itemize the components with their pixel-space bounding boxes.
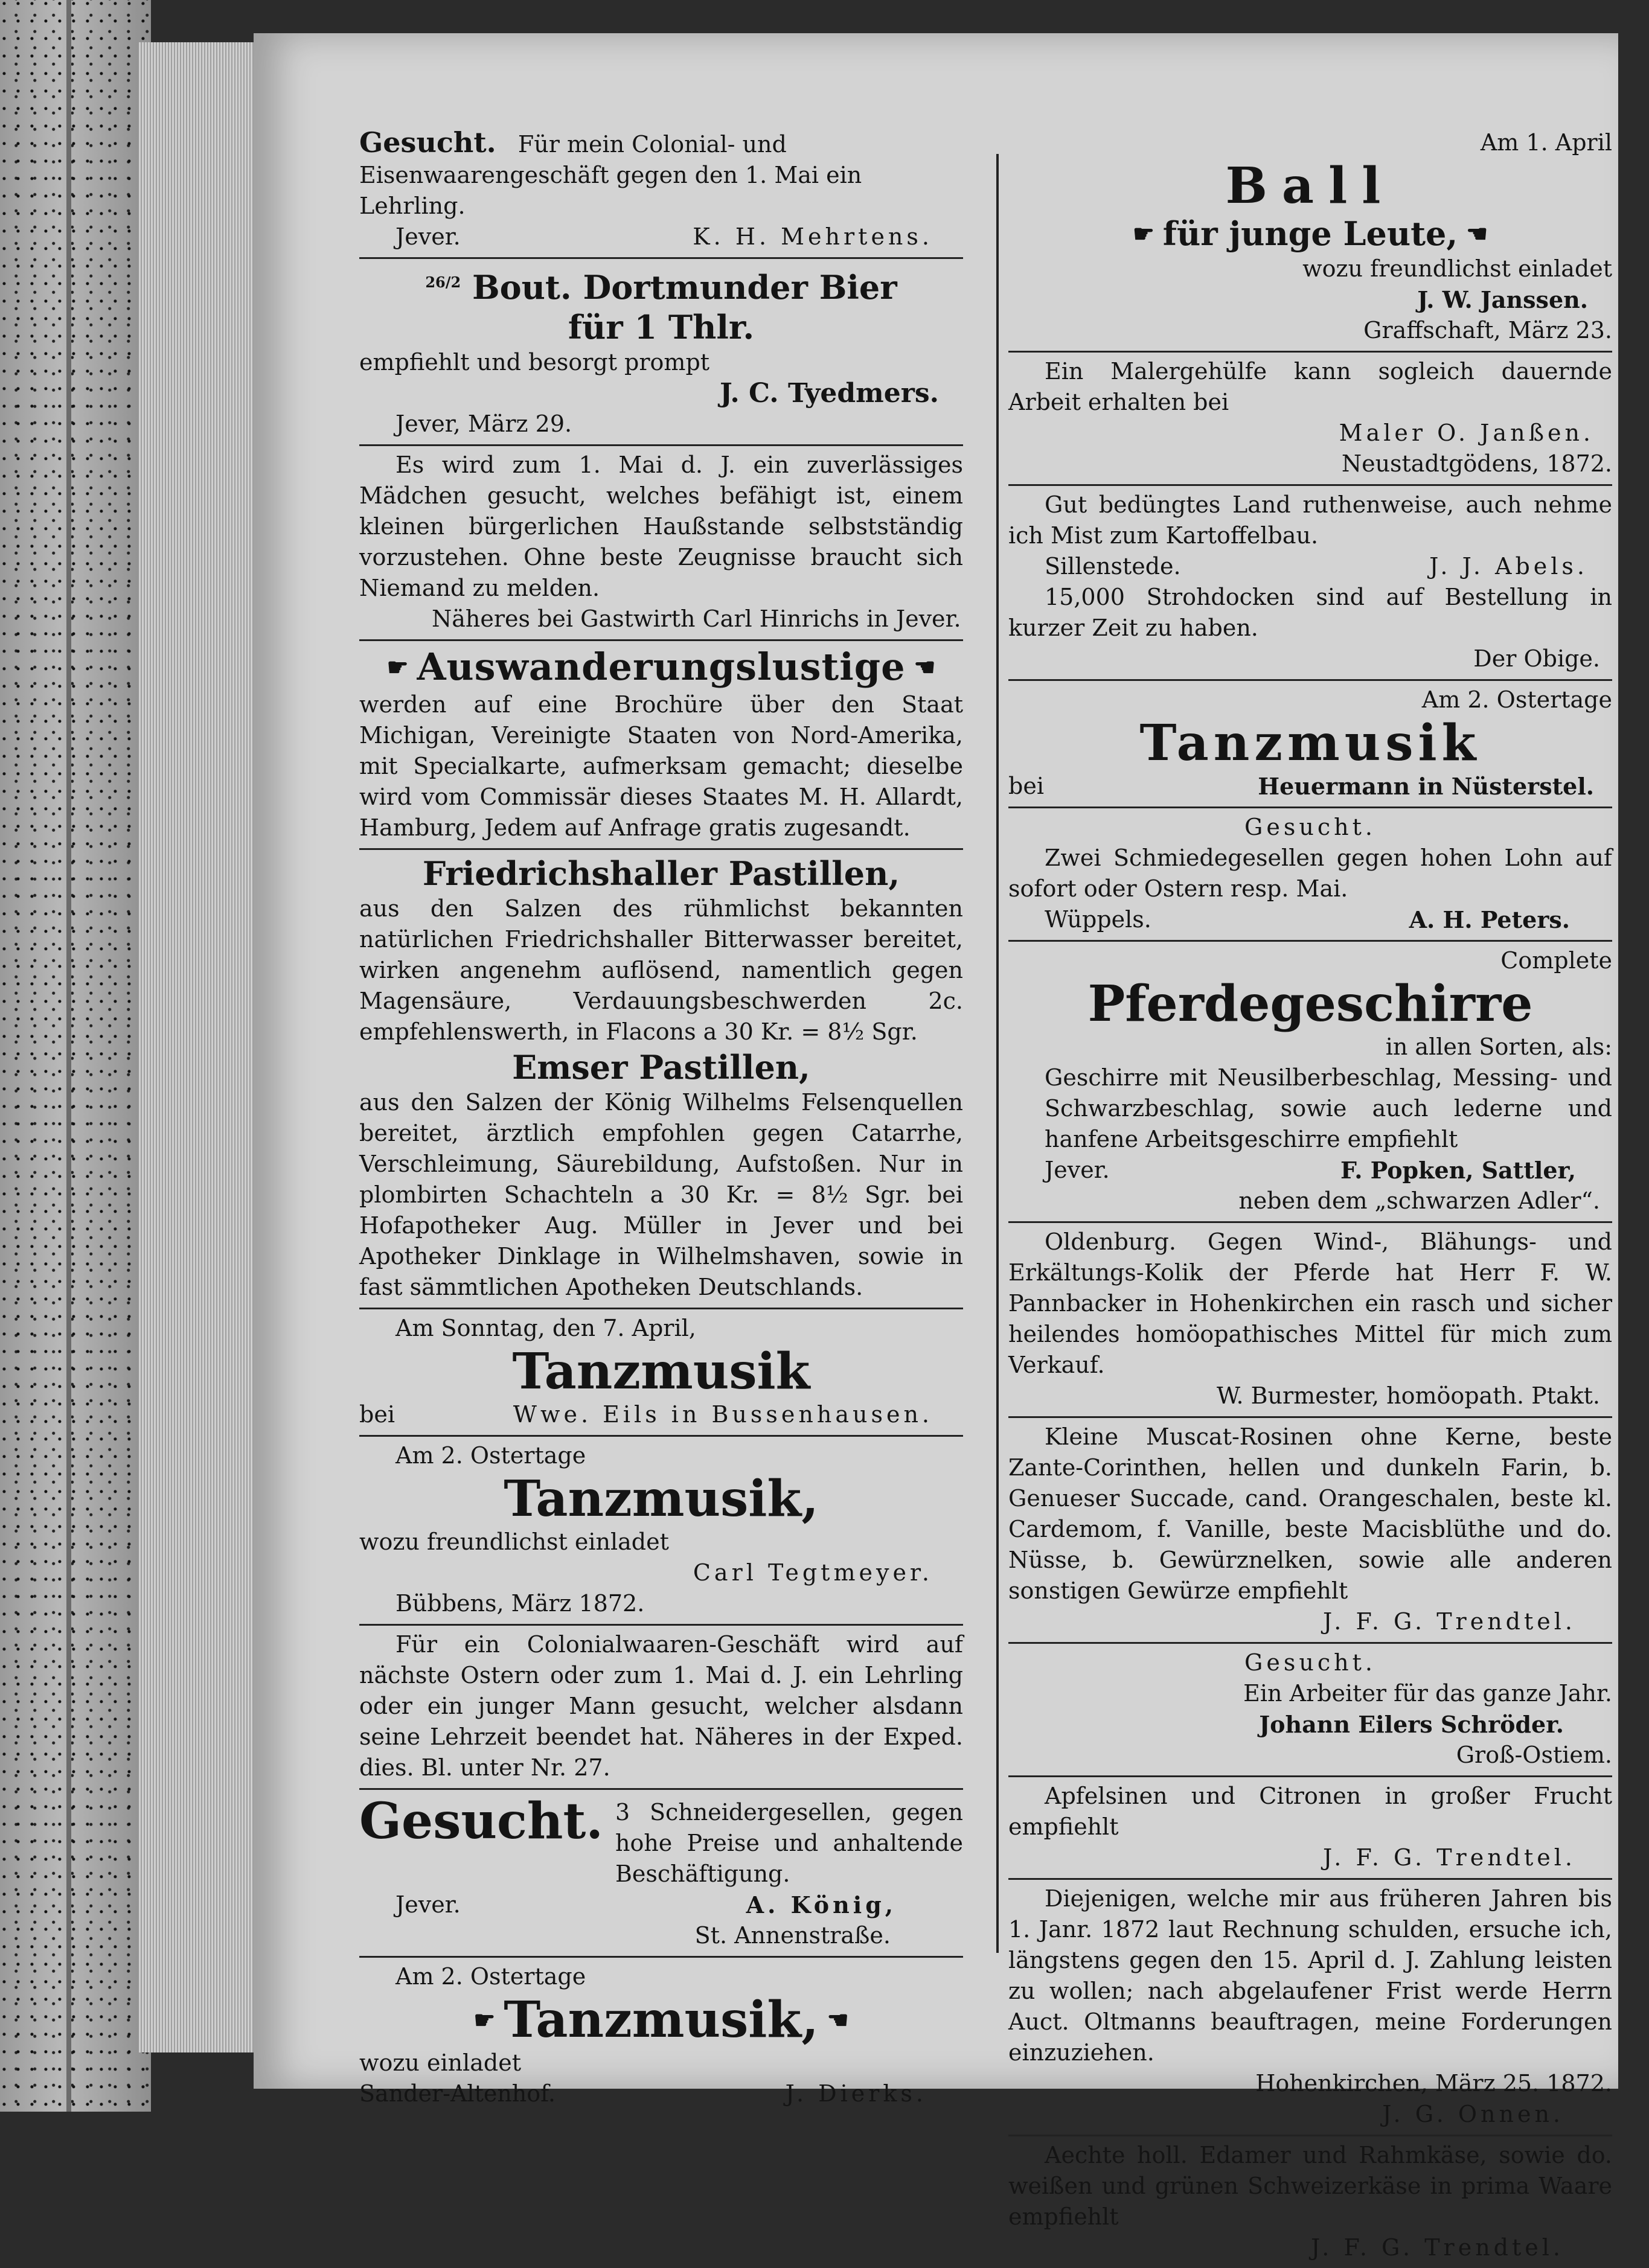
ad-headline: Bout. Dortmunder Bier [472,268,897,307]
ad-colonialwaaren-lehrling [359,1626,963,1790]
ad-head: Gesucht. [1244,814,1376,840]
ad-text: Zwei Schmiedegesellen gegen hohen Lohn auf sofort oder Ostern resp. Mai. [1008,845,1612,902]
ad-signature: A. H. Peters. [1409,906,1570,933]
ad-text: Es wird zum 1. Mai d. J. ein zuverlässiges Mädchen gesucht, welches befähigt ist, einem kleinen bürgerlichen Haußstande selbstständig vorzustehen. Ohne beste Zeugnisse braucht sich Niemand zu melden. [359,452,963,601]
ad-pastillen [359,850,963,1309]
ad-signature: Carl Tegtmeyer. [693,1559,933,1586]
pointing-hand-icon: ☛ [386,653,409,682]
ad-schmiedegesellen [1008,808,1612,942]
ad-text: Näheres bei Gastwirth Carl Hinrichs in Jever. [432,605,961,632]
ad-text: werden auf eine Brochüre über den Staat Michigan, Vereinigte Staaten von Nord-Amerika, mit Specialkarte, aufmerksam gemacht; dieselbe wird vom Commissär dieses Staates M. H. Allardt, Hamburg, Jedem auf Anfrage gratis zugesandt. [359,691,963,841]
ad-signature: J. F. G. Trendtel. [1323,1608,1576,1635]
ad-text: 15,000 Strohdocken sind auf Bestellung in kurzer Zeit zu haben. [1008,584,1612,641]
ad-text: aus den Salzen der König Wilhelms Felsenquellen bereitet, ärztlich empfohlen gegen Catarrhe, Verschleimung, Säurebildung, Aufstoßen. Nur in plombirten Schachteln a 30 Kr. = 8½ Sgr. bei Hofapotheker Aug. Müller in Jever und bei Apotheker Dinklage in Wilhelmshaven, sowie in fast sämmtlichen Apotheken Deutschlands. [359,1089,963,1300]
ad-place: Sander-Altenhof. [359,2080,556,2107]
ad-location: Heuermann in Nüsterstel. [1258,773,1594,800]
ad-text: Kleine Muscat-Rosinen ohne Kerne, beste Zante-Corinthen, hellen und dunkeln Farin, b. Genueser Succade, cand. Orangeschalen, beste kl. Cardemom, f. Vanille, beste Macisblüthe und do. Nüsse, b. Gewürznelken, sowie alle anderen sonstigen Gewürze empfiehlt [1008,1423,1612,1604]
ad-head: Gesucht. [1244,1649,1376,1676]
pointing-hand-icon: ☚ [1466,219,1488,248]
ad-tanzmusik-heuermann [1008,681,1612,808]
ad-arbeiter-gesucht [1008,1644,1612,1777]
ad-headline: Tanzmusik [1139,714,1481,772]
pointing-hand-icon: ☚ [827,2005,849,2034]
ad-tanzmusik-dierks [359,1958,963,2114]
pointing-hand-icon: ☛ [473,2005,496,2034]
ad-place: Sillenstede. [1045,553,1181,580]
ad-gewuerze-trendtel [1008,1418,1612,1644]
ad-signature: Johann Eilers Schröder. [1259,1711,1564,1738]
ad-place: Groß-Ostiem. [1456,1742,1612,1768]
ad-headline: Tanzmusik [512,1343,810,1401]
ad-auswanderung [359,641,963,850]
ad-text: Lehrling. [359,193,466,219]
ad-pferdegeschirre [1008,942,1612,1223]
ad-text: 3 Schneidergesellen, gegen hohe Preise und anhaltende Beschäftigung. [615,1799,963,1887]
ad-tanzmusik-tegtmeyer [359,1437,963,1626]
ad-location: Wwe. Eils in Bussenhausen. [513,1401,933,1428]
ad-address: neben dem „schwarzen Adler“. [1238,1187,1600,1214]
column-divider [996,154,999,1953]
pointing-hand-icon: ☛ [1132,219,1154,248]
ad-headline: Auswanderungslustige [417,645,906,689]
ad-date: Am Sonntag, den 7. April, [395,1315,696,1341]
ad-signature: K. H. Mehrtens. [693,223,933,250]
ad-headline: Tanzmusik, [504,1470,819,1528]
ad-pretext: Complete [1500,947,1612,974]
ad-text: bei [359,1401,395,1428]
ad-place: Wüppels. [1045,906,1151,933]
ad-headline: Emser Pastillen, [512,1048,810,1087]
ad-head: Gesucht. [359,1792,603,1850]
ad-text: aus den Salzen des rühmlichst bekannten natürlichen Friedrichshaller Bitterwasser bereitet, wirken angenehm auflösend, namentlich gegen Magensäure, Verdauungsbeschwerden 2c. empfehlenswerth, in Flacons a 30 Kr. = 8½ Sgr. [359,895,963,1045]
left-column [359,124,963,2114]
ad-schneidergesellen [359,1790,963,1958]
book-edge [0,0,151,2112]
ad-malergehuelfe [1008,353,1612,486]
ad-date: Am 2. Ostertage [395,1442,586,1469]
ad-text: in allen Sorten, als: [1385,1033,1612,1060]
ad-text: wozu einladet [359,2049,521,2076]
ad-head: Gesucht. [359,126,496,159]
ad-text: bei [1008,773,1044,799]
ad-place: Neustadtgödens, 1872. [1341,450,1612,477]
ad-headline: Pferdegeschirre [1087,975,1533,1033]
ad-text: Eisenwaarengeschäft gegen den 1. Mai ein [359,162,862,188]
ad-text: Ein Malergehülfe kann sogleich dauernde Arbeit erhalten bei [1008,358,1612,415]
ad-signature: J. F. G. Trendtel. [1311,2234,1564,2261]
ad-signature: J. F. G. Trendtel. [1323,1844,1576,1871]
ad-text: Gut bedüngtes Land ruthenweise, auch nehme ich Mist zum Kartoffelbau. [1008,491,1612,549]
ad-place: Jever. [395,1891,461,1918]
ad-text: wozu freundlichst einladet [1302,255,1612,282]
ad-place: Jever. [1045,1157,1110,1183]
ad-place: Hohenkirchen, März 25. 1872. [1255,2070,1612,2097]
ad-text: wozu freundlichst einladet [359,1529,669,1555]
ad-signature: Maler O. Janßen. [1339,420,1594,446]
ad-date: Am 1. April [1480,129,1612,156]
ad-signature: Der Obige. [1473,645,1600,672]
ad-text: Ein Arbeiter für das ganze Jahr. [1243,1680,1612,1707]
ad-schulden-onnen [1008,1880,1612,2136]
ad-signature: J. Dierks. [785,2080,927,2107]
ad-kaese-trendtel [1008,2136,1612,2268]
ad-gesucht-lehrling [359,124,963,259]
ad-maedchen-gesucht [359,446,963,641]
ad-street: St. Annenstraße. [694,1922,891,1949]
ad-place: Graffschaft, März 23. [1363,317,1612,343]
ad-place: Jever, März 29. [395,410,572,437]
ad-headline: Tanzmusik, [504,1991,819,2049]
ad-headline: Friedrichshaller Pastillen, [422,854,900,893]
ad-text: Oldenburg. Gegen Wind-, Blähungs- und Erkältungs-Kolik der Pferde hat Herr F. W. Pannbacker in Hohenkirchen ein rasch und sicher heilendes homöopathisches Mittel für mich zum Verkauf. [1008,1228,1612,1378]
ad-signature: F. Popken, Sattler, [1340,1157,1576,1184]
ad-place: Bübbens, März 1872. [395,1590,645,1617]
ad-text: Für mein Colonial- und [517,131,787,158]
ad-date: Am 2. Ostertage [395,1963,586,1990]
ad-signature: J. G. Onnen. [1382,2101,1564,2127]
ad-text: Geschirre mit Neusilberbeschlag, Messing- und Schwarzbeschlag, sowie auch lederne und hanfene Arbeitsgeschirre empfiehlt [1045,1064,1612,1152]
ad-signature: J. C. Tyedmers. [720,378,939,409]
ad-subheadline: für junge Leute, [1162,214,1458,253]
ad-date: Am 2. Ostertage [1421,686,1612,713]
pointing-hand-icon: ☚ [914,653,936,682]
page-stack [139,42,260,2052]
ad-headline: Ball [1225,157,1395,215]
ad-text: empfiehlt und besorgt prompt [359,349,710,375]
ad-land-abels [1008,486,1612,681]
ad-text: Diejenigen, welche mir aus früheren Jahren bis 1. Janr. 1872 laut Rechnung schulden, ersuche ich, längstens gegen den 15. April d. J. Zahlung leisten zu wollen; nach abgelaufener Frist werde Herrn Auct. Oltmanns beauftragen, meine Forderungen einzuziehen. [1008,1885,1612,2066]
ad-dortmunder-bier [359,259,963,446]
ad-price: für 1 Thlr. [568,308,755,347]
ad-apfelsinen [1008,1777,1612,1880]
newspaper-page [254,33,1618,2261]
ad-text: Aechte holl. Edamer und Rahmkäse, sowie do. weißen und grünen Schweizerkäse in prima Waare empfiehlt [1008,2142,1612,2230]
ad-fraction: 26/2 [425,273,461,291]
ad-signature: A. König, [746,1891,897,1918]
ad-place: Jever. [395,223,461,250]
ad-signature: W. Burmester, homöopath. Ptakt. [1217,1382,1600,1409]
ad-signature: J. W. Janssen. [1417,286,1588,313]
ad-text: Apfelsinen und Citronen in großer Frucht empfiehlt [1008,1783,1612,1840]
ad-ball-janssen [1008,124,1612,353]
right-column [1008,124,1612,2268]
ad-signature: J. J. Abels. [1429,553,1588,580]
ad-kolik-mittel [1008,1223,1612,1418]
ad-tanzmusik-eils [359,1309,963,1437]
ad-text: Für ein Colonialwaaren-Geschäft wird auf nächste Ostern oder zum 1. Mai d. J. ein Lehrling oder ein junger Mann gesucht, welcher alsdann seine Lehrzeit beendet hat. Näheres in der Exped. dies. Bl. unter Nr. 27. [359,1631,963,1781]
